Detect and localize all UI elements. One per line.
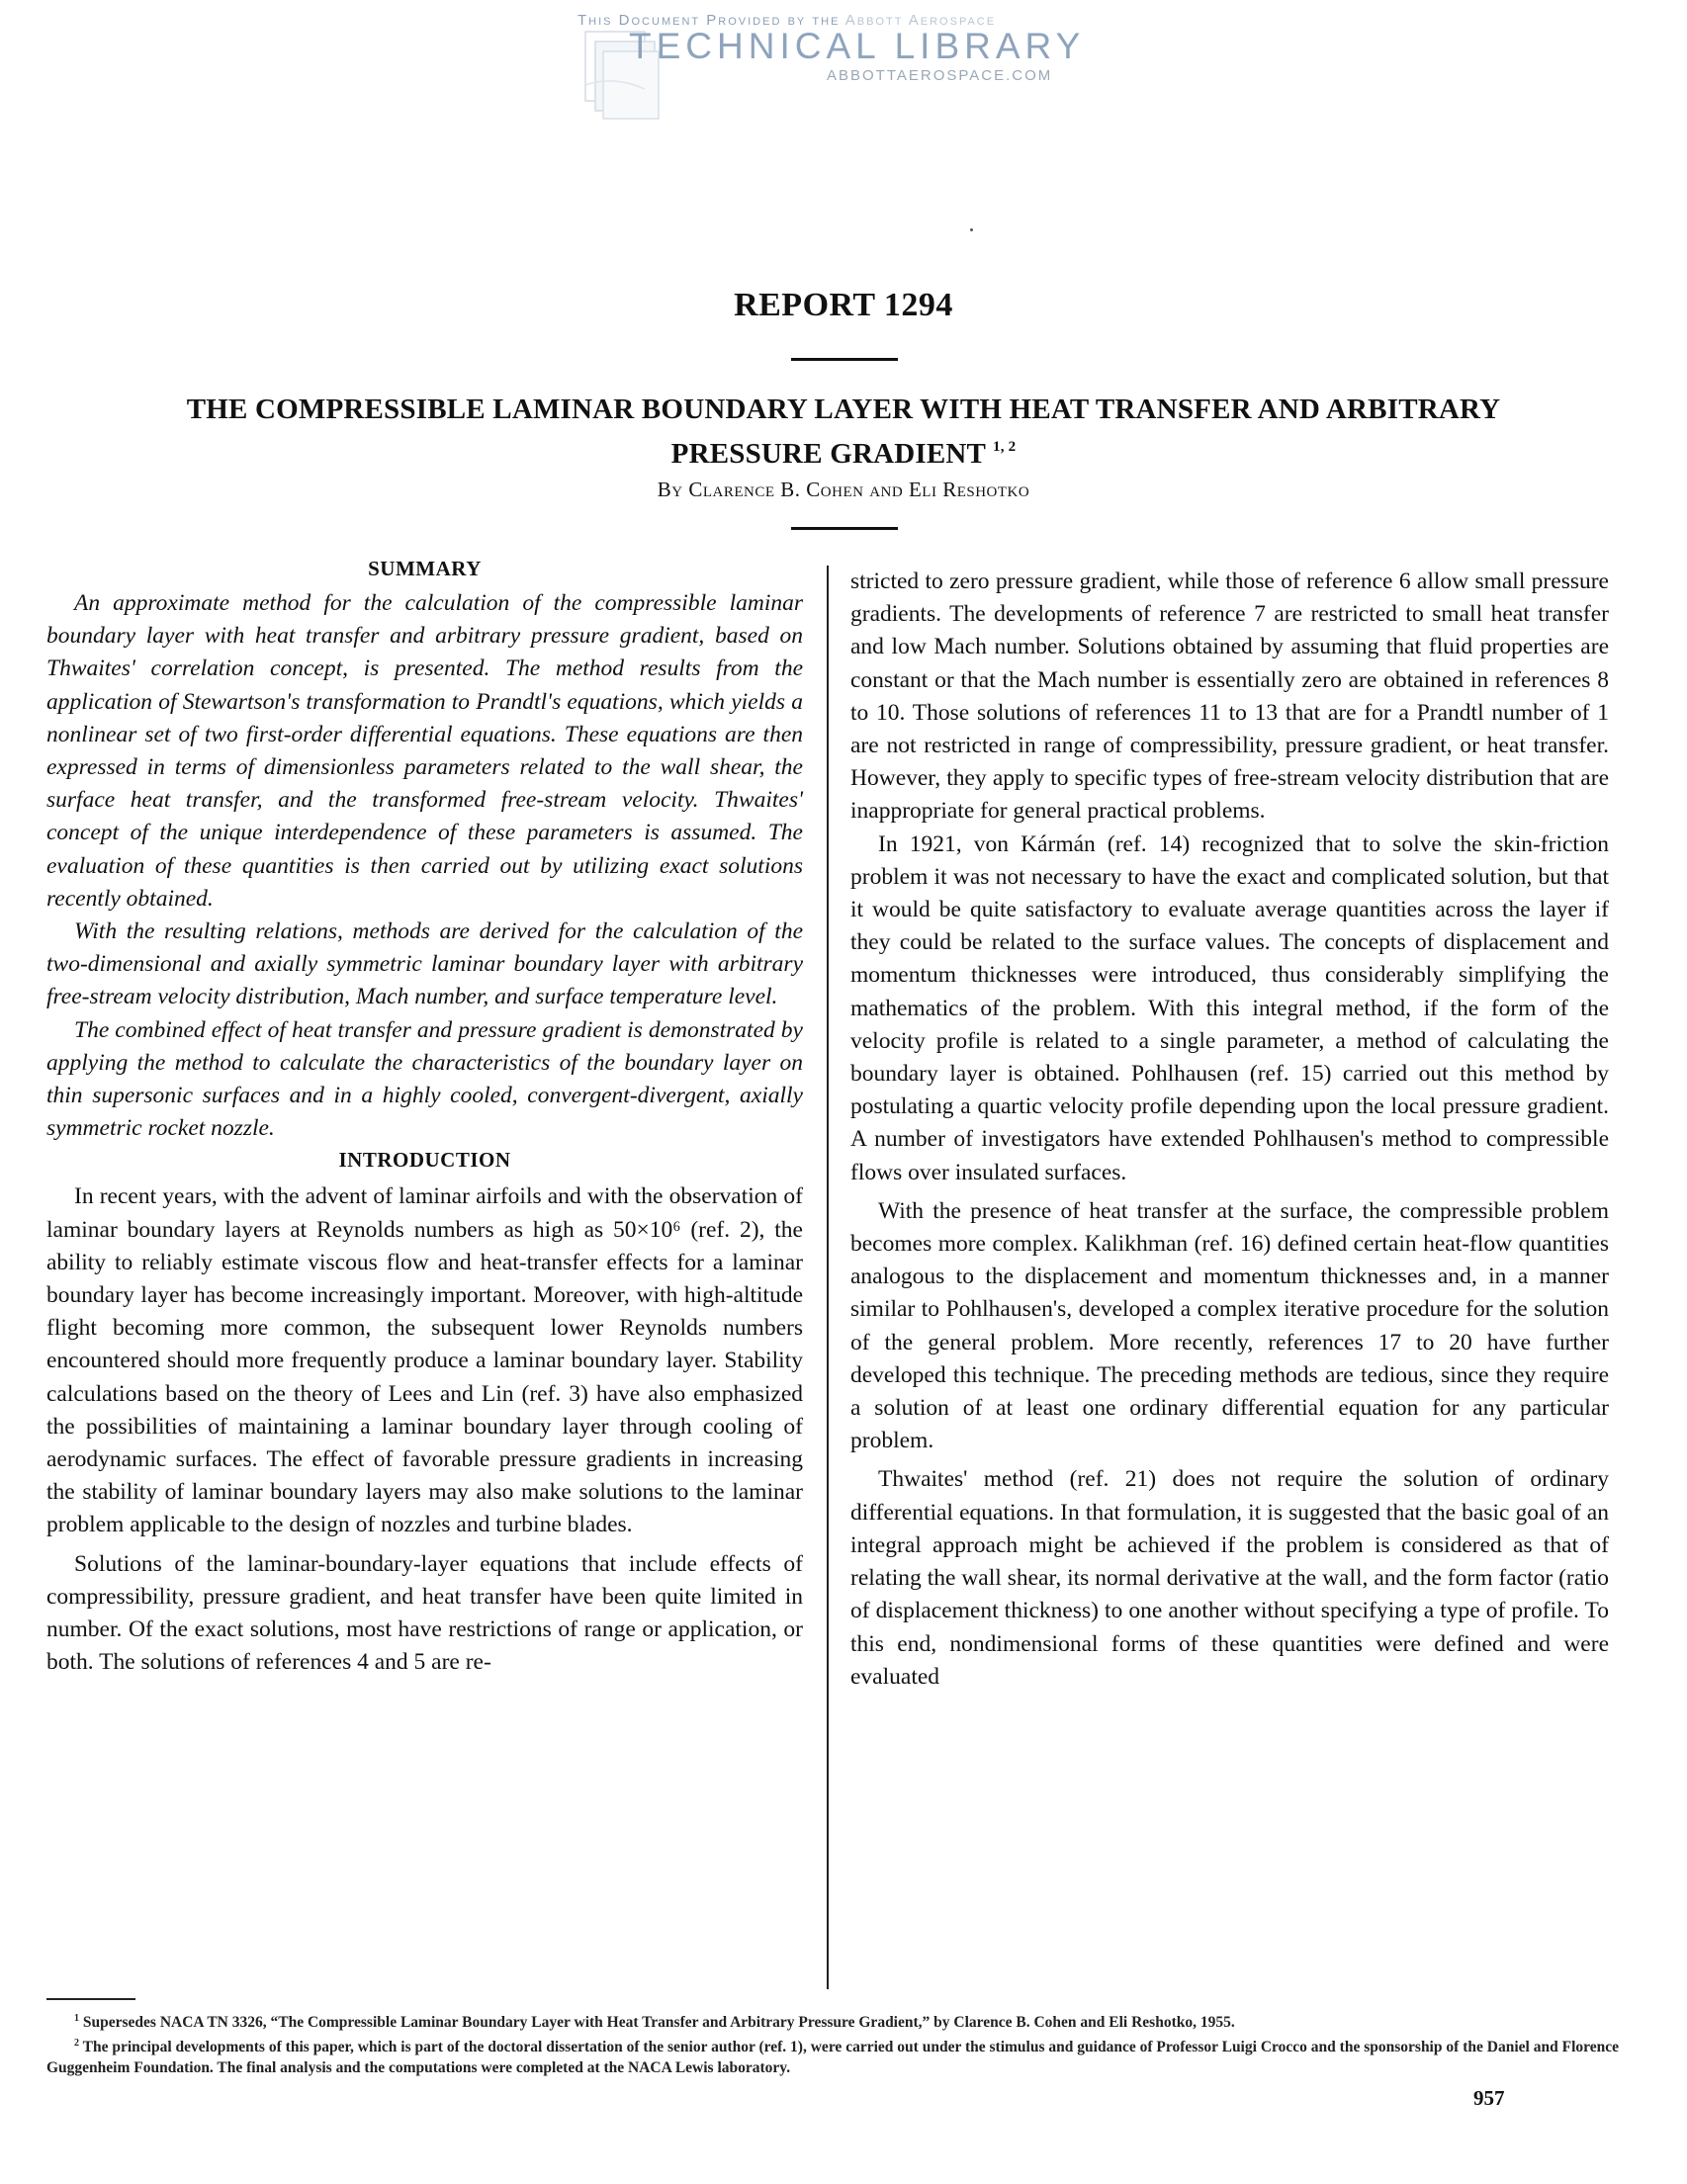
right-column [850,566,1609,1694]
footnote-1 [46,2008,1619,2033]
scan-speck [970,228,973,231]
introduction-paragraph: In 1921, von Kármán (ref. 14) recognized that to solve the skin-friction problem it was not necessary to have the exact and complicated solution, but that it would be quite satisfactory to evaluate average quantities across the layer if they could be related to the surface values. The concepts of displacement and momentum thicknesses were introduced, thus considerably simplifying the mathematics of the problem. With this integral method, if the form of the velocity profile is related to a single parameter, a method of calculating the boundary layer is obtained. Pohlhausen (ref. 15) carried out this method by postulating a quartic velocity profile depending upon the local pressure gradient. A number of investigators have extended Pohlhausen's method to compressible flows over insulated surfaces. [850,830,1609,1185]
introduction-paragraph-continued: stricted to zero pressure gradient, while those of reference 6 allow small pressure gradients. The developments of reference 7 are restricted to small heat transfer and low Mach number. Solutions obtained by assuming that fluid properties are constant or that the Mach number is essentially zero are obtained in references 8 to 10. Those solutions of references 11 to 13 that are for a Prandtl number of 1 are not restricted in range of compressibility, pressure gradient, or heat transfer. However, they apply to specific types of free-stream velocity distribution that are inappropriate for general practical problems. [850,568,1609,825]
author-line: By Clarence B. Cohen and Eli Reshotko [657,478,1030,501]
footnote-mark: 1 [74,2013,79,2024]
column-divider [827,566,829,1989]
left-column [46,554,803,1680]
title-rule-bottom [791,527,898,530]
summary-paragraph: With the resulting relations, methods are derived for the calculation of the two-dimensional and axially symmetric laminar boundary layer with arbitrary free-stream velocity distribution, Mach number, and surface temperature level. [46,918,803,1010]
paper-title [30,391,1657,473]
introduction-paragraph: Thwaites' method (ref. 21) does not require the solution of ordinary differential equations. In that formulation, it is suggested that the basic goal of an integral approach might be achieved if the problem is considered as that of relating the wall shear, its normal derivative at the wall, and the form factor (ratio of displacement thickness) to one another without specifying a type of profile. To this end, nondimensional forms of these quantities were defined and were evaluated [850,1466,1609,1690]
page-number: 957 [1473,2086,1505,2110]
paper-title-line-2 [30,428,1657,473]
introduction-paragraph: In recent years, with the advent of laminar airfoils and with the observation of laminar boundary layers at Reynolds numbers as high as 50×10⁶ (ref. 2), the ability to reliably estimate viscous flow and heat-transfer effects for a laminar boundary layer has become increasingly important. Moreover, with high-altitude flight becoming more common, the subsequent lower Reynolds numbers encountered should more frequently produce a laminar boundary layer. Stability calculations based on the theory of Lees and Lin (ref. 3) have also emphasized the possibilities of maintaining a laminar boundary layer through cooling of aerodynamic surfaces. The effect of favorable pressure gradients in increasing the stability of laminar boundary layers may also make solutions to the laminar problem applicable to the design of nozzles and turbine blades. [46,1183,803,1538]
paper-title-line-1: THE COMPRESSIBLE LAMINAR BOUNDARY LAYER WITH HEAT TRANSFER AND ARBITRARY [186,393,1501,425]
introduction-heading: INTRODUCTION [338,1148,511,1173]
summary-heading: SUMMARY [368,557,482,580]
paper-title-line-2-text: PRESSURE GRADIENT [670,438,986,470]
title-footnote-marks: 1, 2 [993,439,1017,455]
technical-library-watermark [574,6,1088,125]
watermark-brand-text: Abbott Aerospace [844,12,997,29]
footnote-text: The principal developments of this paper, which is part of the doctoral dissertation of the senior author (ref. 1), were carried out under the stimulus and guidance of Professor Luigi Crocco and the sponsorship of the Daniel and Florence Guggenheim Foundation. The final analysis and the computations were completed at the NACA Lewis laboratory. [46,2039,1619,2077]
footnote-text: Supersedes NACA TN 3326, “The Compressible Laminar Boundary Layer with Heat Transfer and Arbitrary Pressure Gradient,” by Clarence B. Cohen and Eli Reshotko, 1955. [82,2014,1235,2032]
introduction-paragraph: Solutions of the laminar-boundary-layer equations that include effects of compressibility, pressure gradient, and heat transfer have been quite limited in number. Of the exact solutions, most have restrictions of range or application, or both. The solutions of references 4 and 5 are re- [46,1550,803,1676]
title-rule-top [791,358,898,361]
footnote-2 [46,2033,1619,2078]
introduction-paragraph: With the presence of heat transfer at the surface, the compressible problem becomes more complex. Kalikhman (ref. 16) defined certain heat-flow quantities analogous to the displacement and momentum thicknesses and, in a manner similar to Pohlhausen's, developed a complex iterative procedure for the solution of the general problem. More recently, references 17 to 20 have further developed this technique. The preceding methods are tedious, since they require a solution of at least one ordinary differential equation for any particular problem. [850,1197,1609,1454]
footnotes [46,2008,1619,2078]
watermark-url: ABBOTTAEROSPACE.COM [827,67,1053,84]
summary-paragraph: An approximate method for the calculation of the compressible laminar boundary layer with heat transfer and arbitrary pressure gradient, based on Thwaites' correlation concept, is presented. The method results from the application of Stewartson's transformation to Prandtl's equations, which yields a nonlinear set of two first-order differential equations. These equations are then expressed in terms of dimensionless parameters related to the wall shear, the surface heat transfer, and the transformed free-stream velocity. Thwaites' concept of the unique interdependence of these parameters is assumed. The evaluation of these quantities is then carried out by utilizing exact solutions recently obtained. [46,590,803,912]
report-number: REPORT 1294 [734,287,953,323]
summary-paragraph: The combined effect of heat transfer and pressure gradient is demonstrated by applying the method to calculate the characteristics of the boundary layer on thin supersonic surfaces and in a highly cooled, convergent-divergent, axially symmetric rocket nozzle. [46,1016,803,1142]
summary-section [46,554,803,1145]
footnote-mark: 2 [74,2038,79,2050]
watermark-library-title: TECHNICAL LIBRARY [629,26,1086,66]
footnote-rule [46,1998,135,2000]
watermark-provider-text: This Document Provided by the [577,12,841,29]
